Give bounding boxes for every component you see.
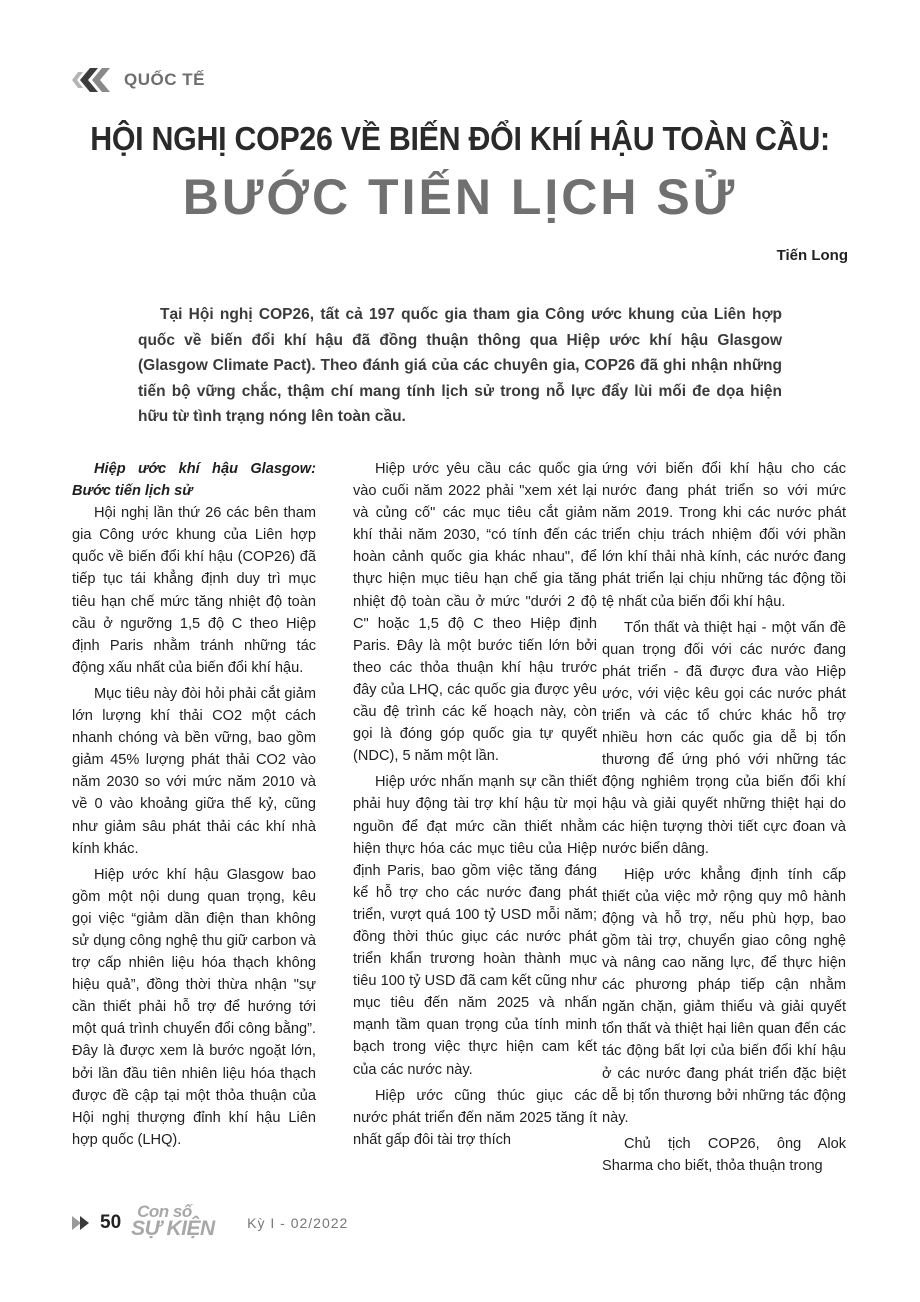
double-chevron-left-icon [72,66,116,94]
article-subtitle: BƯỚC TIẾN LỊCH SỬ [182,169,738,225]
paragraph: Tổn thất và thiệt hại - một vấn đề quan trọng đối với các nước đang phát triển - đã được đưa vào Hiệp ước, với việc kêu gọi các nước phát triển và các tổ chức khác hỗ trợ nhiều hơn các quốc gia dễ bị tổn thương để ứng phó với những tác động nghiêm trọng của biến đổi khí hậu và giải quyết những thiệt hại do các hiện tượng thời tiết cực đoan và nước biển dâng. [602,619,846,857]
magazine-logo-line1: Con số [137,1202,192,1221]
page-footer [72,1202,349,1240]
play-arrow-icon [72,1214,94,1232]
paragraph: Hiệp ước khí hậu Glasgow bao gồm một nội dung quan trọng, kêu gọi việc “giảm dần điện than không sử dụng công nghệ thu giữ carbon và trợ cấp nhiên liệu hóa thạch không hiệu quả”, đồng thời thừa nhận "sự cần thiết phải hỗ trợ để hướng tới một quá trình chuyển đổi công bằng”. Đây là được xem là bước ngoặt lớn, bởi lần đầu tiên nhiên liệu hóa thạch được đề cập tại một thỏa thuận của Hội nghị thượng đỉnh khí hậu Liên hợp quốc (LHQ). [72,866,316,1148]
lead-paragraph: Tại Hội nghị COP26, tất cả 197 quốc gia tham gia Công ước khung của Liên hợp quốc về biến đổi khí hậu đã đồng thuận thông qua Hiệp ước khí hậu Glasgow (Glasgow Climate Pact). Theo đánh giá của các chuyên gia, COP26 đã ghi nhận những tiến bộ vững chắc, thậm chí mang tính lịch sử trong nỗ lực đẩy lùi mối đe dọa hiện hữu từ tình trạng nóng lên toàn cầu. [138,306,782,425]
paragraph: Hiệp ước cũng thúc giục các nước phát triển đến năm 2025 tăng ít nhất gấp đôi tài trợ thích [353,1087,597,1148]
paragraph: Hiệp ước yêu cầu các quốc gia vào cuối năm 2022 phải "xem xét lại và củng cố" các mục tiêu cắt giảm khí thải năm 2030, “có tính đến các hoàn cảnh quốc gia khác nhau", để thực hiện mục tiêu hạn chế gia tăng nhiệt độ toàn cầu ở mức "dưới 2 độ C" hoặc 1,5 độ C theo Hiệp định Paris. Đây là một bước tiến lớn bởi theo các thỏa thuận khí hậu trước đây của LHQ, các quốc gia được yêu cầu đệ trình các kế hoạch này, còn gọi là đóng góp quốc gia tự quyết (NDC), 5 năm một lần. [353,461,597,765]
magazine-logo [131,1202,241,1240]
paragraph: Mục tiêu này đòi hỏi phải cắt giảm lớn lượng khí thải CO2 một cách nhanh chóng và bền vững, bao gồm giảm 45% lượng phát thải CO2 vào năm 2030 so với mức năm 2010 và về 0 vào khoảng giữa thế kỷ, cũng như giảm sâu phát thải các khí nhà kính khác. [72,685,316,857]
paragraph-continuation: ứng với biến đổi khí hậu cho các nước đang phát triển so với mức năm 2019. Trong khi các nước phát triển chịu trách nhiệm đối với phần lớn khí thải nhà kính, các nước đang phát triển lại chịu những tác động tồi tệ nhất của biến đổi khí hậu. [602,461,846,610]
article-body [72,458,850,1193]
column-1 [72,458,316,1193]
paragraph: Hiệp ước khẳng định tính cấp thiết của việc mở rộng quy mô hành động và hỗ trợ, nếu phù hợp, bao gồm tài trợ, chuyển giao công nghệ và nâng cao năng lực, để thực hiện các phương pháp tiếp cận nhằm ngăn chặn, giảm thiểu và giải quyết tổn thất và thiệt hại liên quan đến các tác động bất lợi của biến đổi khí hậu ở các nước đang phát triển đặc biệt dễ bị tổn thương bởi những tác động này. [602,866,846,1126]
magazine-logo-line2: SỰ KIỆN [131,1217,215,1240]
paragraph: Hội nghị lần thứ 26 các bên tham gia Công ước khung của Liên hợp quốc về biến đổi khí hậu (COP26) đã tiếp tục tái khẳng định duy trì mục tiêu hạn chế mức tăng nhiệt độ toàn cầu ở ngưỡng 1,5 độ C theo Hiệp định Paris nhằm tránh những tác động xấu nhất của biến đổi khí hậu. [72,505,316,676]
paragraph: Hiệp ước nhấn mạnh sự cần thiết phải huy động tài trợ khí hậu từ mọi nguồn để đạt mức cần thiết nhằm hiện thực hóa các mục tiêu của Hiệp định Paris, bao gồm việc tăng đáng kể hỗ trợ cho các nước đang phát triển, vượt quá 100 tỷ USD mỗi năm; đồng thời thúc giục các nước phát triển khẩn trương hoàn thành mục tiêu 100 tỷ USD đã cam kết cũng như mục tiêu đến năm 2025 và nhấn mạnh tầm quan trọng của tính minh bạch trong việc thực hiện cam kết của các nước này. [353,774,597,1078]
section-label: QUỐC TẾ [124,70,205,89]
column-2 [353,458,597,1193]
section-header [72,66,205,94]
paragraph: Chủ tịch COP26, ông Alok Sharma cho biết, thỏa thuận trong [602,1135,846,1174]
article-title: HỘI NGHỊ COP26 VỀ BIẾN ĐỔI KHÍ HẬU TOÀN CẦU: [90,120,830,157]
column-3 [602,458,846,1193]
issue-label: Kỳ I - 02/2022 [247,1215,349,1231]
page-number: 50 [100,1212,122,1233]
author-byline: Tiến Long [776,247,848,264]
subheading: Hiệp ước khí hậu Glasgow: Bước tiến lịch sử [72,461,316,500]
